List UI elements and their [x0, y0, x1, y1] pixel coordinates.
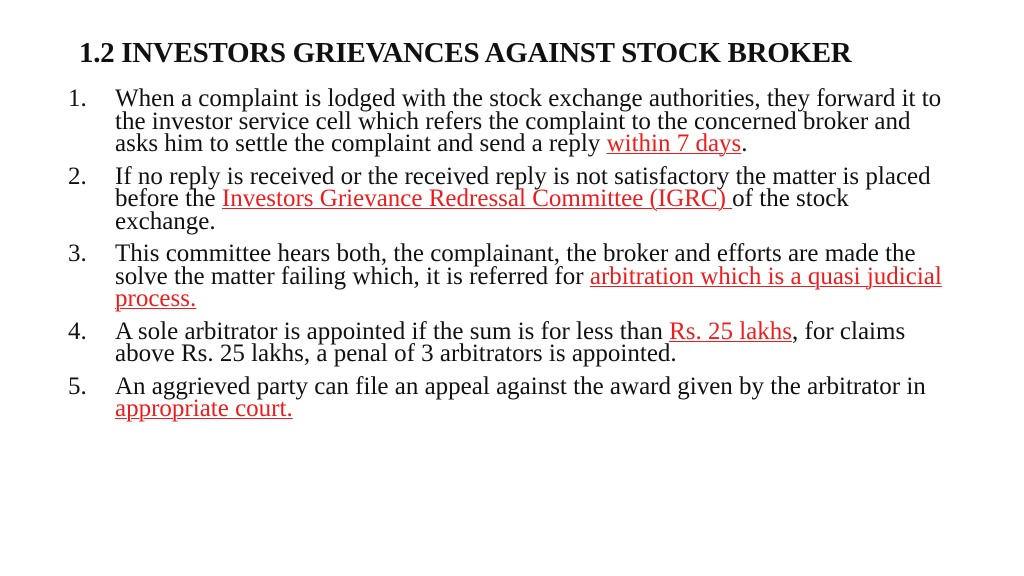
- item-text: [115, 85, 941, 157]
- item-text-segment: of the stock exchange.: [115, 185, 849, 235]
- item-text-segment: .: [741, 130, 748, 157]
- item-text-segment: When a complaint is lodged with the stock exchange authorities, they forward it to the investor service cell which refers the complaint to the concerned broker and asks him to settle the complaint and send a reply: [115, 85, 942, 157]
- list-item-5: [68, 372, 948, 422]
- highlighted-phrase: appropriate court.: [115, 395, 293, 422]
- highlighted-phrase: within 7 days: [606, 130, 742, 157]
- item-text: [115, 163, 931, 235]
- item-text: [115, 318, 905, 368]
- highlighted-phrase: Investors Grievance Redressal Committee (IGRC): [221, 185, 733, 212]
- item-text: [115, 373, 926, 423]
- item-text-segment: A sole arbitrator is appointed if the sum is for less than: [115, 317, 670, 345]
- item-number: 1.: [68, 85, 87, 112]
- highlighted-phrase: arbitration which is a quasi judicial process.: [115, 262, 942, 312]
- item-text-segment: This committee hears both, the complainant, the broker and efforts are made the solve the matter failing which, it is referred for: [115, 240, 916, 290]
- list-item-2: [68, 162, 948, 235]
- list-item-4: [68, 317, 948, 367]
- list-item-1: [68, 85, 948, 157]
- list-item-3: [68, 240, 948, 312]
- slide-title: 1.2 INVESTORS GRIEVANCES AGAINST STOCK BROKER: [79, 37, 852, 69]
- item-text: [115, 240, 942, 312]
- item-text-segment: , for claims above Rs. 25 lakhs, a penal of 3 arbitrators is appointed.: [115, 317, 906, 367]
- highlighted-phrase: Rs. 25 lakhs: [669, 317, 793, 345]
- item-number: 2.: [68, 162, 87, 190]
- item-text-segment: An aggrieved party can file an appeal against the award given by the arbitrator in: [115, 372, 926, 400]
- item-number: 3.: [68, 240, 87, 267]
- grievance-points-list: [68, 85, 948, 431]
- item-number: 4.: [68, 317, 87, 345]
- item-text-segment: If no reply is received or the received reply is not satisfactory the matter is placed before the: [115, 162, 931, 212]
- item-number: 5.: [68, 372, 87, 400]
